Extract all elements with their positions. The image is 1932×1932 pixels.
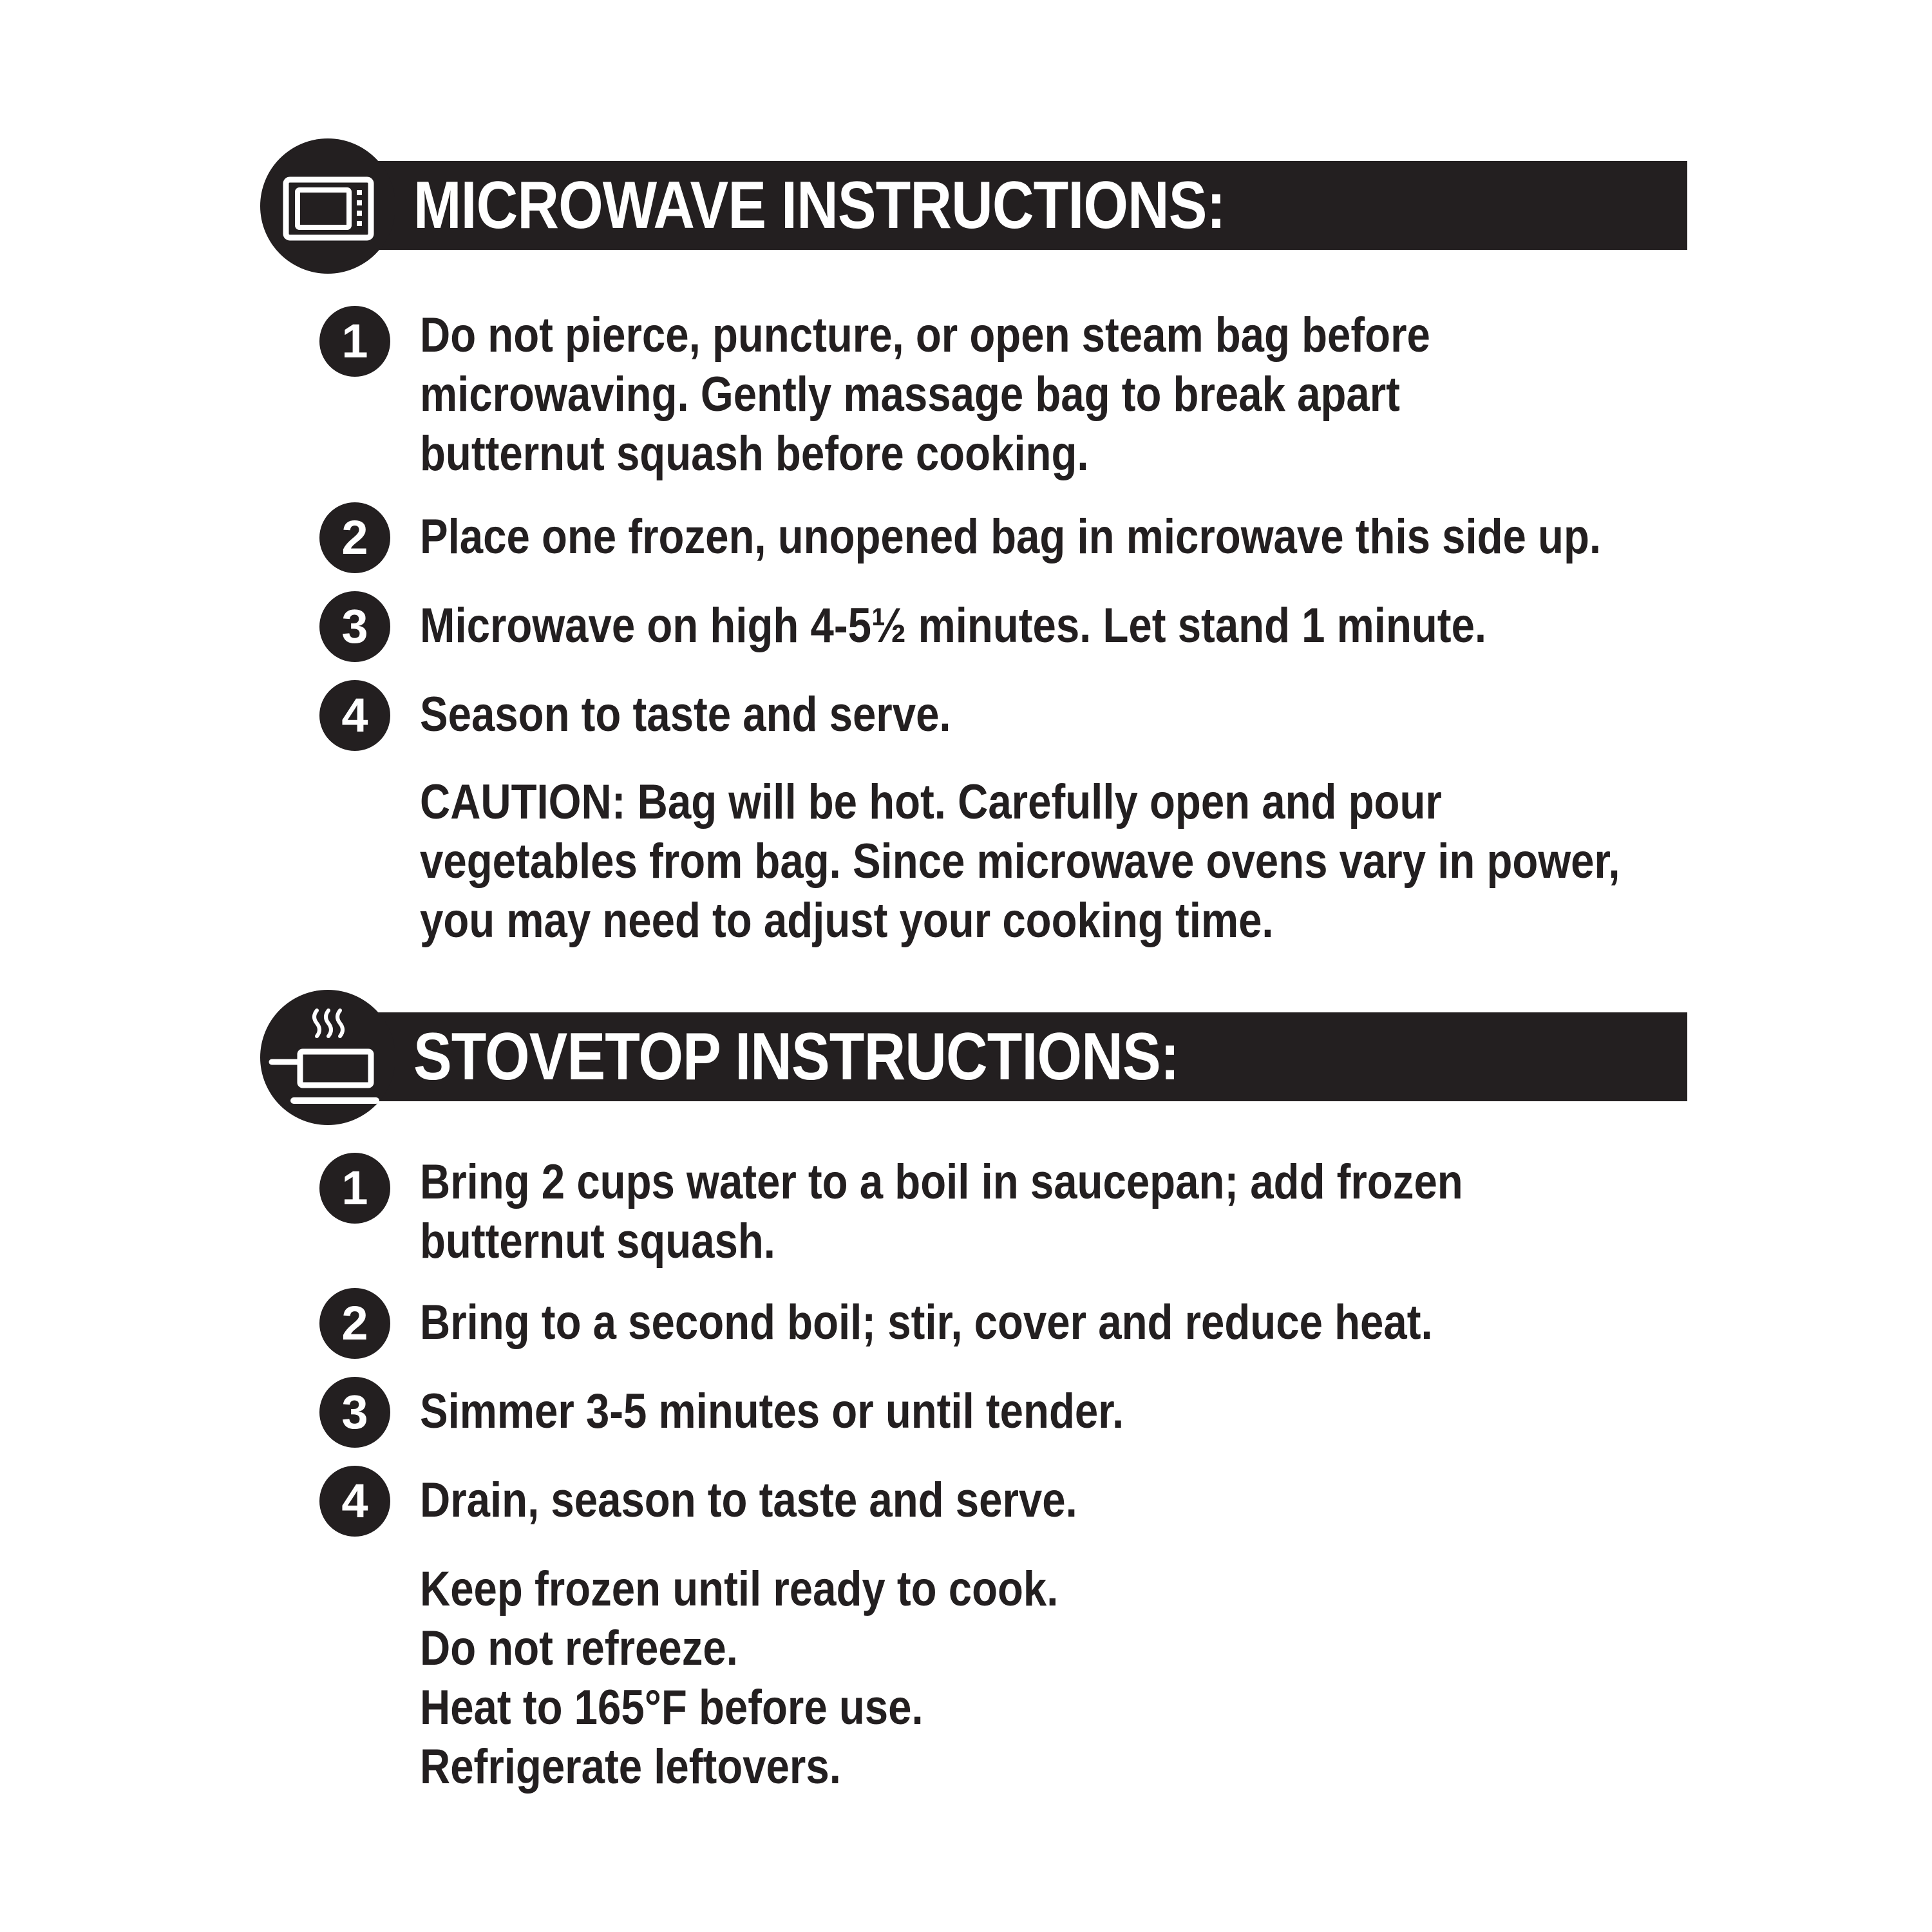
- step-text: [420, 1293, 1860, 1352]
- step-line: Microwave on high 4-5½ minutes. Let stand 1 minute.: [420, 598, 1487, 653]
- microwave-caution: [420, 773, 1860, 951]
- step-line: Drain, season to taste and serve.: [420, 1473, 1077, 1528]
- stovetop-header-badge: [260, 990, 395, 1125]
- note-line: Heat to 165°F before use.: [420, 1680, 923, 1735]
- caution-line: vegetables from bag. Since microwave ovens vary in power,: [420, 834, 1620, 889]
- microwave-icon: [260, 138, 395, 274]
- step-number-badge: 4: [319, 1466, 390, 1537]
- step-text: [420, 306, 1860, 484]
- step-line: Do not pierce, puncture, or open steam bag before: [420, 308, 1430, 363]
- stovetop-title: STOVETOP INSTRUCTIONS:: [413, 1019, 1179, 1094]
- step-text: [420, 596, 1860, 656]
- microwave-header-badge: [260, 138, 395, 274]
- step-line: butternut squash before cooking.: [420, 426, 1089, 481]
- step-line: butternut squash.: [420, 1214, 775, 1269]
- caution-line: CAUTION: Bag will be hot. Carefully open and pour: [420, 775, 1442, 829]
- step-line: Bring to a second boil; stir, cover and reduce heat.: [420, 1295, 1433, 1350]
- step-number-badge: 1: [319, 306, 390, 377]
- storage-notes: [420, 1560, 1860, 1797]
- step-number-badge: 3: [319, 1377, 390, 1448]
- step-number-badge: 2: [319, 1288, 390, 1359]
- step-text: [420, 1471, 1860, 1530]
- step-line: Bring 2 cups water to a boil in saucepan; add frozen: [420, 1155, 1463, 1209]
- step-line: Simmer 3-5 minutes or until tender.: [420, 1384, 1124, 1439]
- microwave-title: MICROWAVE INSTRUCTIONS:: [413, 168, 1226, 243]
- step-text: [420, 507, 1860, 567]
- step-number-badge: 2: [319, 502, 390, 573]
- note-line: Refrigerate leftovers.: [420, 1739, 841, 1794]
- step-line: Place one frozen, unopened bag in microwave this side up.: [420, 509, 1602, 564]
- step-number-badge: 4: [319, 680, 390, 751]
- step-line: microwaving. Gently massage bag to break apart: [420, 367, 1400, 422]
- step-text: [420, 685, 1860, 744]
- step-text: [420, 1382, 1860, 1441]
- caution-line: you may need to adjust your cooking time.: [420, 893, 1274, 948]
- step-text: [420, 1153, 1860, 1271]
- note-line: Keep frozen until ready to cook.: [420, 1562, 1059, 1616]
- step-number-badge: 1: [319, 1153, 390, 1224]
- step-number-badge: 3: [319, 591, 390, 662]
- step-line: Season to taste and serve.: [420, 687, 951, 742]
- saucepan-icon: [260, 990, 395, 1125]
- note-line: Do not refreeze.: [420, 1621, 738, 1676]
